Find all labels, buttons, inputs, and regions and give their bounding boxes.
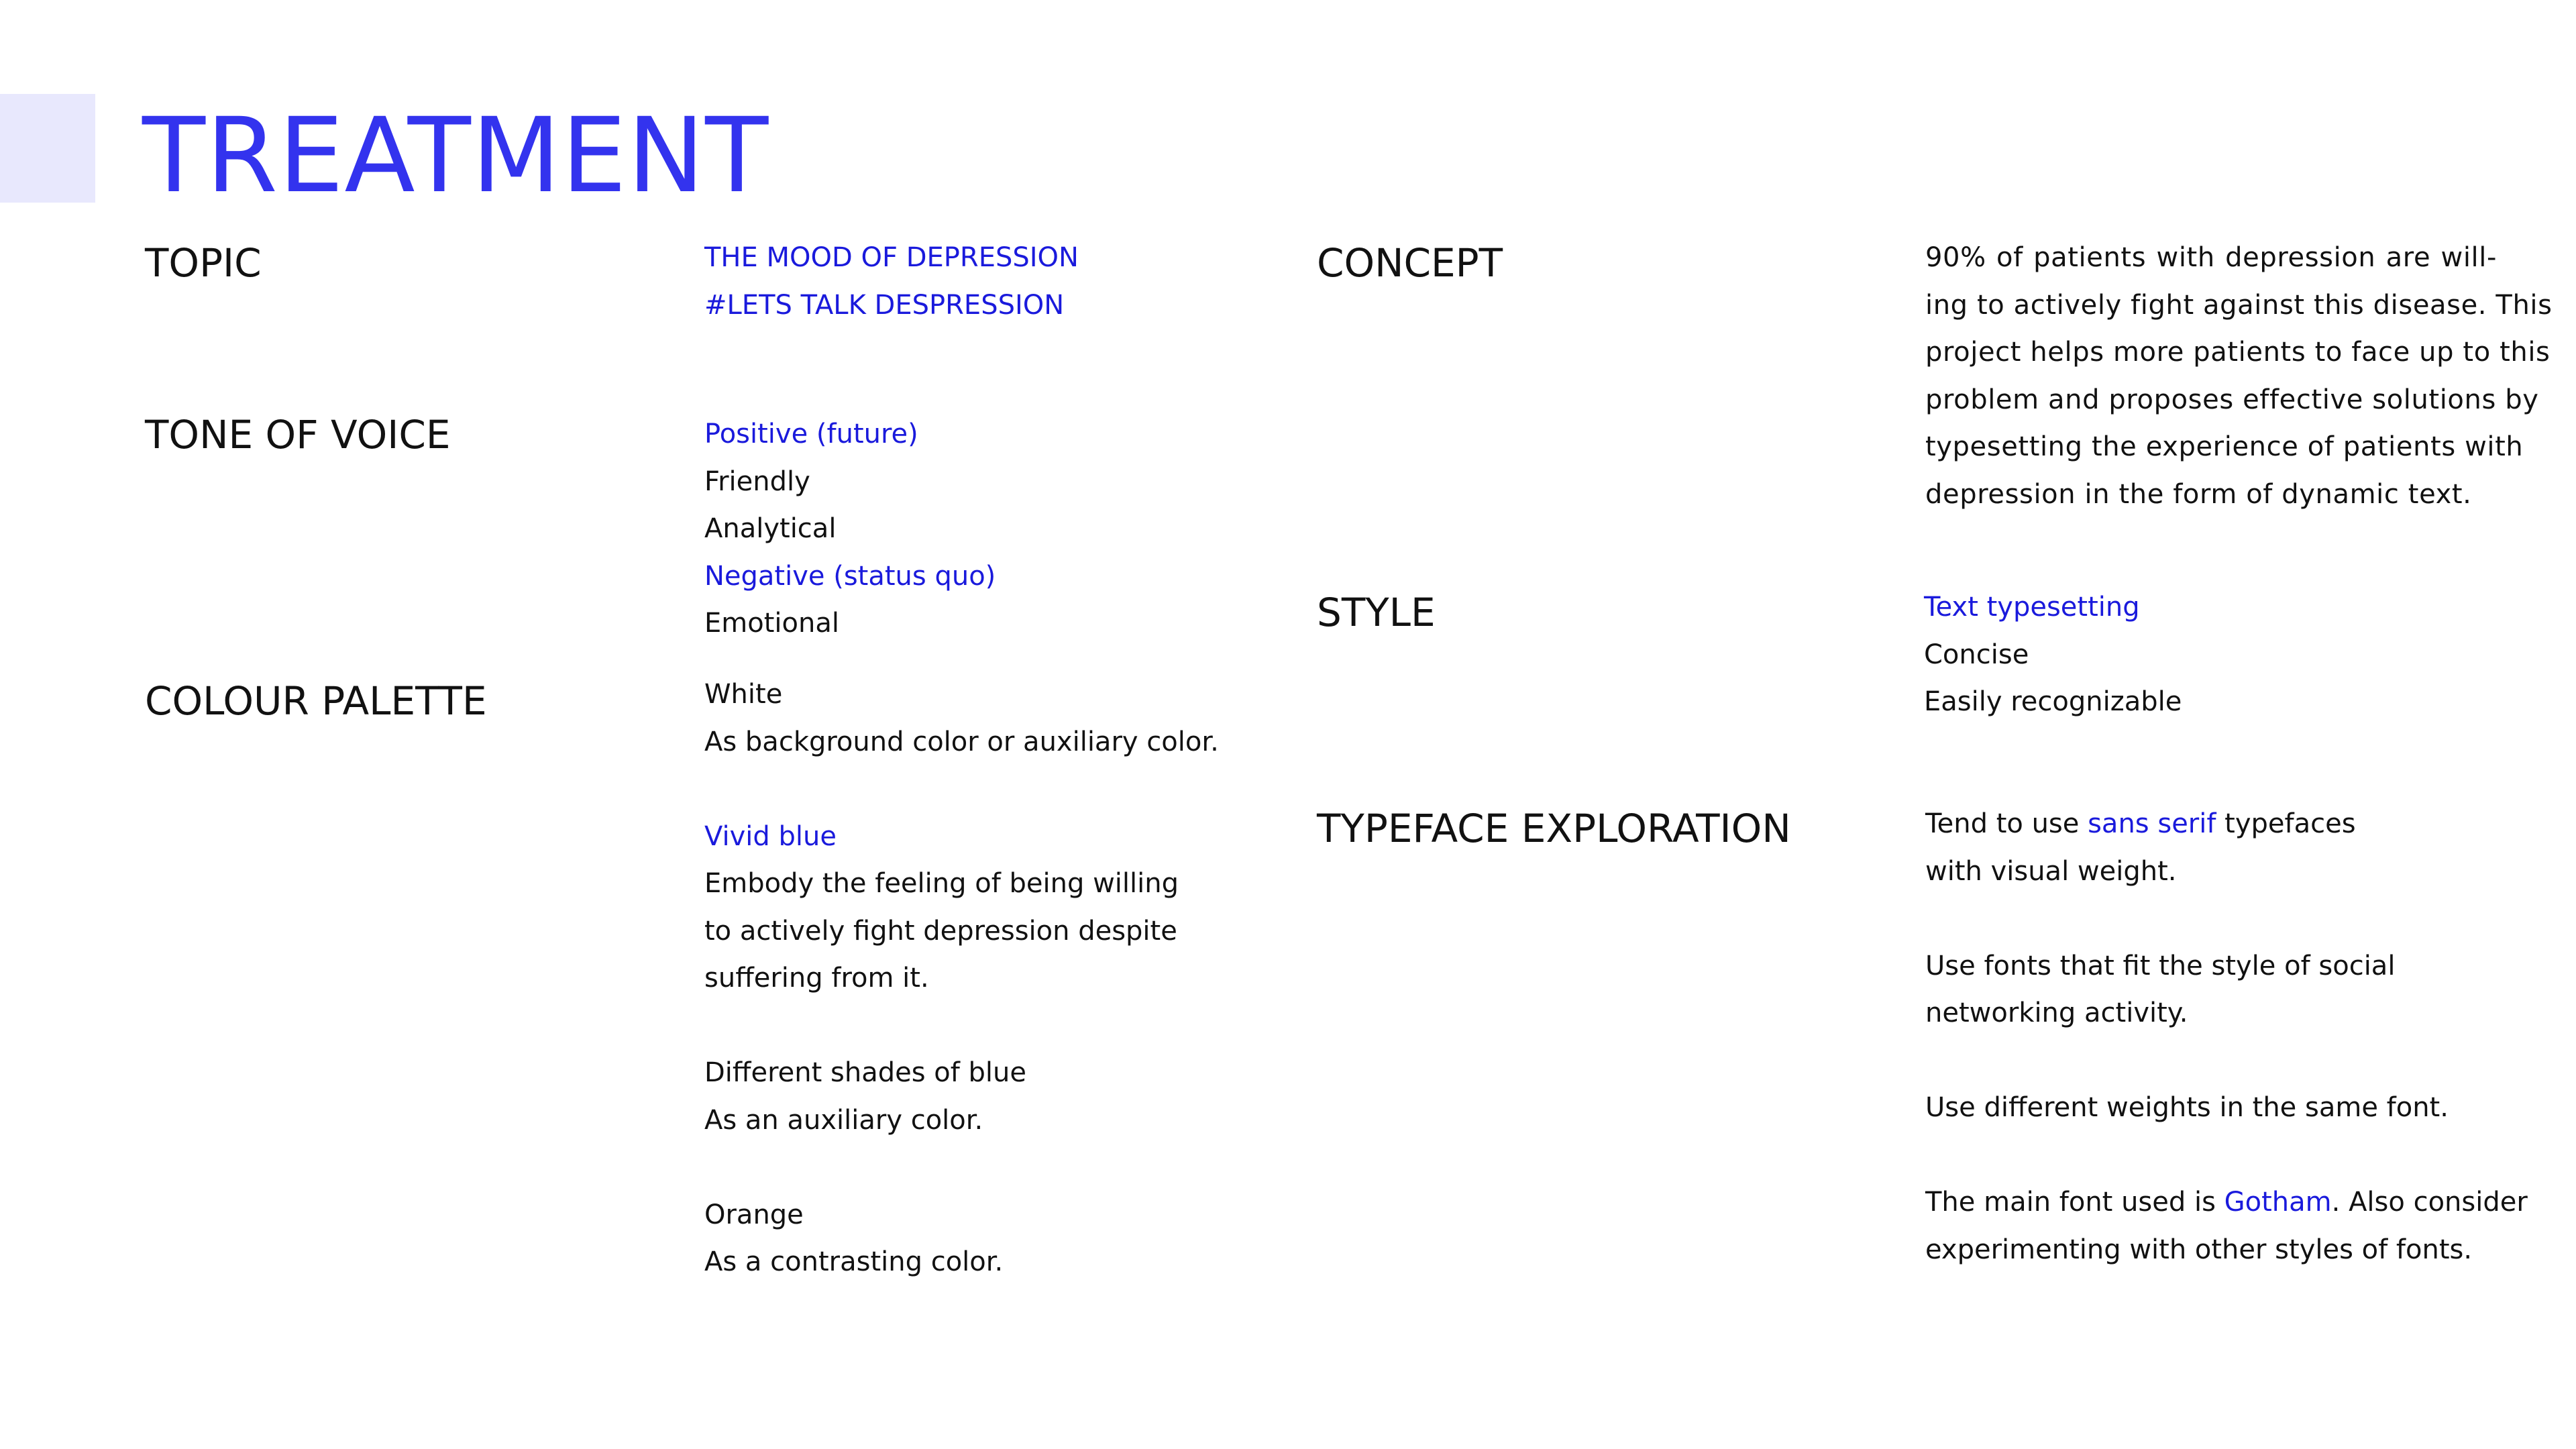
concept-line: typesetting the experience of patients with xyxy=(1925,431,2524,462)
style-content xyxy=(1924,584,2182,726)
style-heading: STYLE xyxy=(1317,590,1436,635)
palette-white-name: White xyxy=(704,679,783,710)
palette-vivid-blue-desc: to actively fight depression despite xyxy=(704,915,1177,947)
palette-vivid-blue-name: Vivid blue xyxy=(704,820,837,852)
palette-vivid-blue-desc: Embody the feeling of being willing xyxy=(704,868,1179,899)
spacer xyxy=(704,765,1219,813)
spacer xyxy=(1925,1037,2528,1085)
page-title: TREATMENT xyxy=(142,96,769,216)
sans-serif-highlight: sans serif xyxy=(2088,808,2216,839)
typeface-paragraph-4-line-1: The main font used is Gotham. Also consider xyxy=(1925,1187,2528,1218)
colour-palette-heading: COLOUR PALETTE xyxy=(145,678,487,724)
spacer xyxy=(1925,895,2528,943)
topic-line: #LETS TALK DESPRESSION xyxy=(704,289,1065,321)
typeface-exploration-heading: TYPEFACE EXPLORATION xyxy=(1317,806,1791,851)
topic-heading: TOPIC xyxy=(145,240,262,286)
spacer xyxy=(704,1144,1219,1191)
palette-shades-name: Different shades of blue xyxy=(704,1057,1026,1088)
tone-item: Positive (future) xyxy=(704,419,918,449)
topic-content xyxy=(704,234,1079,329)
concept-line: problem and proposes effective solutions by xyxy=(1925,384,2539,415)
typeface-paragraph-1-line-1: Tend to use sans serif typefaces xyxy=(1925,808,2356,839)
typeface-paragraph-4-line-2: experimenting with other styles of fonts. xyxy=(1925,1234,2473,1265)
concept-line: depression in the form of dynamic text. xyxy=(1925,478,2472,510)
tone-item: Friendly xyxy=(704,466,810,497)
concept-line: project helps more patients to face up to this xyxy=(1925,337,2551,368)
palette-orange-desc: As a contrasting color. xyxy=(704,1246,1004,1277)
typeface-paragraph-1-line-2: with visual weight. xyxy=(1925,855,2177,887)
tone-of-voice-content xyxy=(704,411,996,647)
tone-of-voice-heading: TONE OF VOICE xyxy=(145,412,451,458)
typeface-exploration-content xyxy=(1925,800,2528,1273)
palette-white-desc: As background color or auxiliary color. xyxy=(704,726,1219,757)
concept-line: ing to actively fight against this disease. This xyxy=(1925,289,2553,321)
gotham-highlight: Gotham xyxy=(2224,1187,2332,1218)
concept-content xyxy=(1925,234,2553,518)
palette-shades-desc: As an auxiliary color. xyxy=(704,1104,983,1136)
colour-palette-content xyxy=(704,671,1219,1286)
tone-item: Negative (status quo) xyxy=(704,560,996,592)
spacer xyxy=(704,1002,1219,1050)
typeface-paragraph-2-line: Use fonts that fit the style of social xyxy=(1925,950,2396,981)
title-accent-block xyxy=(0,94,95,203)
palette-orange-name: Orange xyxy=(704,1199,804,1230)
spacer xyxy=(1925,1132,2528,1179)
tone-item: Emotional xyxy=(704,608,839,639)
style-item: Easily recognizable xyxy=(1924,686,2182,717)
typeface-paragraph-2-line: networking activity. xyxy=(1925,998,2188,1028)
palette-vivid-blue-desc: suffering from it. xyxy=(704,963,929,994)
style-item: Text typesetting xyxy=(1924,592,2140,623)
concept-line: 90% of patients with depression are will- xyxy=(1925,242,2497,273)
style-item: Concise xyxy=(1924,639,2029,670)
concept-heading: CONCEPT xyxy=(1317,240,1503,286)
topic-line: THE MOOD OF DEPRESSION xyxy=(704,242,1079,273)
typeface-paragraph-3: Use different weights in the same font. xyxy=(1925,1092,2449,1123)
tone-item: Analytical xyxy=(704,513,837,544)
